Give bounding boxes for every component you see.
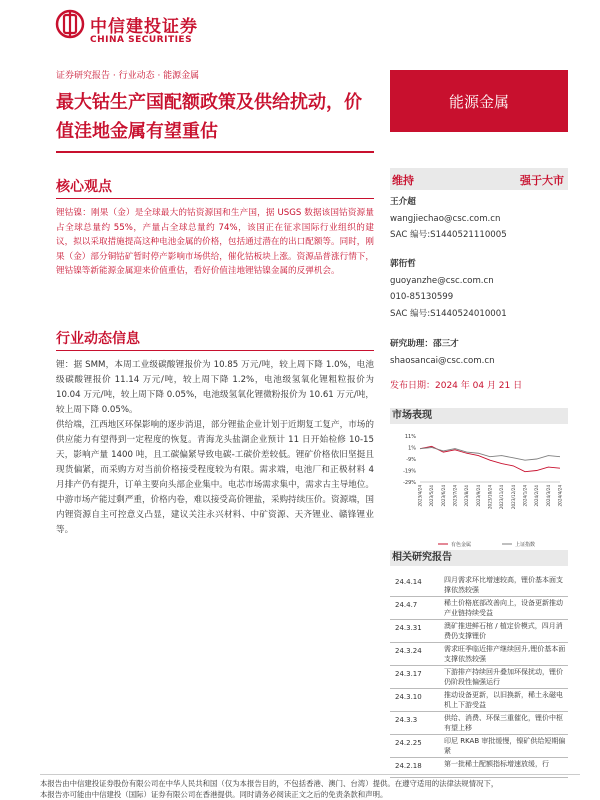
core-views-divider: [56, 198, 374, 199]
analyst-email[interactable]: guoyanzhe@csc.com.cn: [390, 275, 494, 286]
related-report-item[interactable]: [390, 597, 568, 620]
market-heading: 市场表现: [390, 408, 568, 424]
x-tick-label: 2023/10/24: [487, 485, 493, 510]
related-report-date: 24.4.7: [395, 601, 418, 609]
footer-divider: [40, 774, 580, 775]
x-tick-label: 2024/3/24: [545, 485, 551, 507]
related-reports-list: [390, 574, 568, 770]
logo-english-name: CHINA SECURITIES: [90, 35, 193, 45]
publish-date: 发布日期：2024 年 04 月 21 日: [390, 381, 523, 391]
industry-paragraph: 锂：据 SMM，本周工业级碳酸锂报价为 10.85 万元/吨，较上周下降 1.0%，电池级碳酸锂报价 11.14 万元/吨，较上周下降 1.2%，电池级氢氧化锂粗粒报价为 10.04 万元/吨，较上周下降 0.05%，电池级氢氧化锂微粉报价为 10.61 万元/吨，较上周下降 0.05%。: [56, 360, 374, 415]
related-report-date: 24.3.10: [395, 693, 422, 701]
analyst-sac: SAC 编号:S1440521110005: [390, 230, 507, 240]
x-tick-label: 2023/12/24: [510, 485, 516, 510]
related-report-date: 24.2.25: [395, 739, 422, 747]
related-report-date: 24.3.24: [395, 647, 422, 655]
analyst-card: [390, 194, 568, 244]
related-report-title[interactable]: 推动设备更新，以旧换新，稀土永磁电机上下游受益: [444, 691, 563, 709]
related-report-item[interactable]: [390, 620, 568, 643]
core-views-heading: 核心观点: [56, 179, 112, 195]
logo-chinese-name: 中信建投证券: [90, 17, 198, 37]
related-report-title[interactable]: 需求旺季临近排产继续回升,锂价基本面支撑依然较强: [444, 645, 566, 663]
industry-paragraph: 供给端，江西地区环保影响的逐步消退，部分锂盐企业计划于近期复工复产，市场的供应能力有望得到一定程度的恢复。青海龙头盐湖企业预计 11 日开始检修 10-15 天，影响产量 1400 吨，且工碳偏紧导致电碳-工碳价差较低。锂矿价格依旧坚挺且现货偏紧，而采购方对当前价格接受程度较为有限。需求端，电池厂和正极材料 4 月排产仍有提升，订单主要向头部企业集中。电芯市场需求集中，需求古主导地位。中游市场产能过剩严重，价格内卷，难以接受高价锂盐，采购持续压价。资源端，国内锂资源自主可控意义凸显，建议关注永兴材料、中矿资源、天齐锂业、赣锋锂业等。: [56, 420, 374, 535]
report-title: 最大钴生产国配额政策及供给扰动，价值洼地金属有望重估: [56, 92, 362, 142]
related-report-item[interactable]: [390, 735, 568, 758]
related-reports-heading: 相关研究报告: [390, 550, 568, 566]
x-tick-label: 2024/4/24: [557, 485, 563, 507]
y-tick-label: -9%: [406, 457, 416, 463]
x-tick-label: 2023/6/24: [440, 485, 446, 507]
y-tick-label: -29%: [403, 480, 416, 486]
y-tick-label: 1%: [408, 445, 416, 452]
x-tick-label: 2024/2/24: [534, 485, 540, 507]
related-report-title[interactable]: 澳矿推进鲜石棺 / 植定价模式，四月消费仍支撑锂价: [444, 622, 563, 640]
x-tick-label: 2023/11/24: [499, 485, 505, 510]
analyst-email[interactable]: wangjiechao@csc.com.cn: [390, 213, 501, 224]
disclaimer-line: 本报告亦可能由中信建投（国际）证券有限公司在香港提供。同时请务必阅读正文之后的免责条款和声明。: [40, 790, 388, 799]
analyst-name: 王介超: [390, 197, 416, 207]
industry-text: [56, 358, 374, 538]
related-report-item[interactable]: [390, 712, 568, 735]
analyst-phone: 010-85130599: [390, 292, 454, 302]
related-report-item[interactable]: [390, 666, 568, 689]
related-report-date: 24.3.3: [395, 716, 418, 724]
x-tick-label: 2023/5/24: [429, 485, 435, 507]
rating-bar: [390, 168, 568, 190]
disclaimer-line: 本报告由中信建投证券股份有限公司在中华人民共和国（仅为本报告目的，不包括香港、澳门、台湾）提供。在遵守适用的法律法规情况下，: [40, 779, 499, 788]
related-report-item[interactable]: [390, 758, 568, 778]
title-divider: [56, 151, 374, 153]
rating-value: 强于大市: [520, 174, 564, 187]
analyst-email[interactable]: shaosancai@csc.com.cn: [390, 355, 495, 366]
industry-divider: [56, 350, 374, 351]
series-line-index: [420, 448, 560, 461]
analyst-name: 郭衎哲: [390, 259, 416, 269]
related-report-date: 24.4.14: [395, 578, 422, 586]
related-report-item[interactable]: [390, 643, 568, 666]
related-report-date: 24.3.17: [395, 670, 422, 678]
y-tick-label: 11%: [404, 434, 416, 440]
x-tick-label: 2023/4/24: [417, 485, 423, 507]
related-report-item[interactable]: [390, 689, 568, 712]
x-tick-label: 2024/1/24: [522, 485, 528, 507]
legend-label: 有色金属: [451, 542, 472, 548]
analyst-name: 研究助理：邵三才: [390, 339, 459, 349]
sector-label: 能源金属: [390, 70, 568, 132]
logo-icon: [56, 10, 84, 38]
related-report-item[interactable]: [390, 574, 568, 597]
x-tick-label: 2023/7/24: [452, 485, 458, 507]
analyst-card: [390, 256, 568, 322]
analyst-card: [390, 336, 568, 369]
breadcrumb: 证券研究报告 · 行业动态 · 能源金属: [56, 71, 200, 81]
analyst-sac: SAC 编号:S1440524010001: [390, 308, 507, 319]
related-report-title[interactable]: 下游排产持续回升叠加环保扰动，锂价仍阶段性偏强运行: [444, 668, 563, 686]
x-tick-label: 2023/9/24: [475, 485, 481, 507]
x-tick-label: 2023/8/24: [464, 485, 470, 507]
core-views-text: 锂钴镍：刚果（金）是全球最大的钴资源国和生产国，据 USGS 数据该国钴资源量占全球总量约 55%，产量占全球总量约 74%，该国正在征求国际行业组织的建议，拟以采取措施提高这种电池金属的价格，包括通过潜在的出口配额等。同时，刚果（金）部分铜钴矿暂时停产影响市场供给，催化钴板块上涨。资源品普涨行情下，锂钴镍等新能源金属迎来价值重估，看好价值洼地锂钴镍金属的反弹机会。: [56, 208, 374, 277]
related-report-title[interactable]: 供给、消费、环保三重催化，锂价中枢有望上移: [444, 714, 563, 732]
y-tick-label: -19%: [403, 468, 416, 475]
related-report-date: 24.2.18: [395, 762, 422, 770]
disclaimer: [40, 778, 580, 800]
rating-action: 维持: [392, 174, 414, 187]
company-logo: [56, 10, 216, 50]
related-report-title[interactable]: 四月需求环比增速较高，锂价基本面支撑依然较强: [444, 576, 563, 594]
industry-heading: 行业动态信息: [56, 331, 140, 347]
related-report-title[interactable]: 第一批稀土配额指标增速放缓，行: [444, 760, 549, 768]
related-report-date: 24.3.31: [395, 624, 422, 632]
related-report-title[interactable]: 印尼 RKAB 审批缓慢，镍矿供给短期偏紧: [444, 737, 566, 755]
market-performance-chart: [390, 430, 568, 550]
legend-label: 上证指数: [515, 542, 536, 548]
related-report-title[interactable]: 稀土价格底部改善向上，设备更新推动产业链持续受益: [444, 599, 563, 617]
